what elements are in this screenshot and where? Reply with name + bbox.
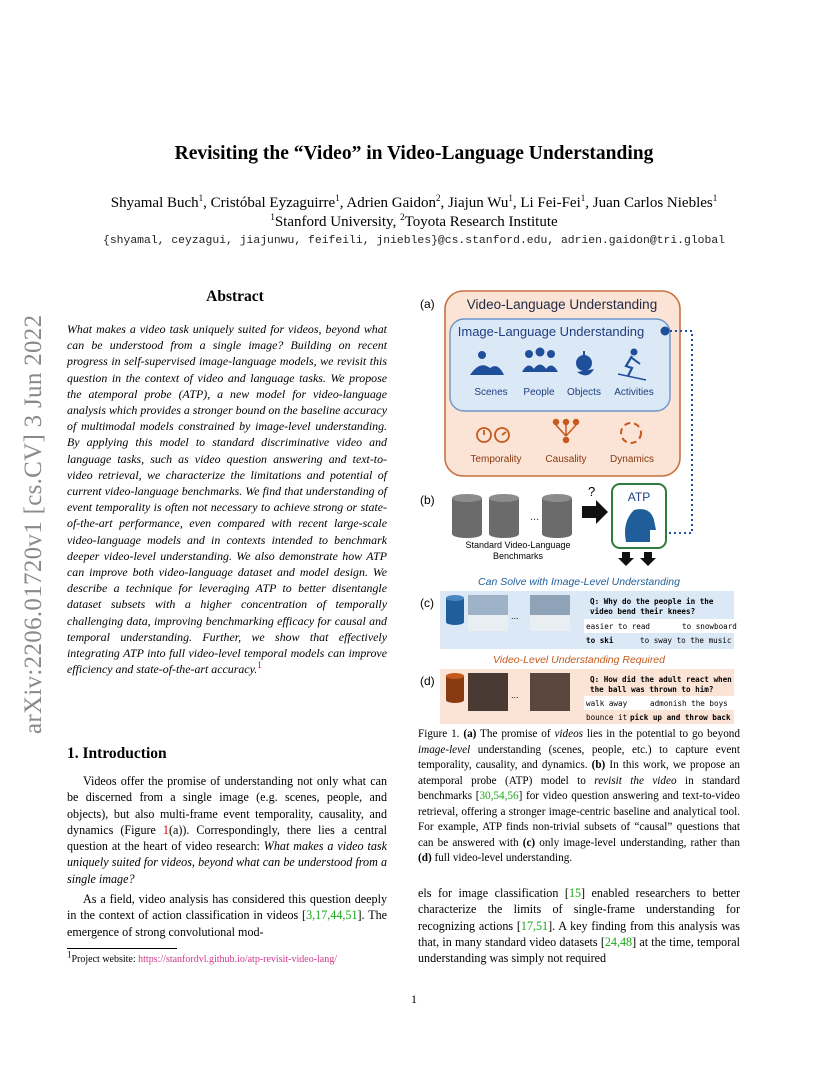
page-number: 1 (411, 992, 417, 1006)
caption-emph: revisit the video (594, 774, 677, 787)
scenes-label: Scenes (474, 387, 508, 398)
video-frame (530, 673, 570, 711)
image-cylinder (446, 595, 464, 625)
intro-text-run: ]. The emergence of strong convolutional mod- (67, 908, 387, 939)
figure-ref-link[interactable]: 1 (162, 822, 169, 837)
citation-link[interactable]: 3,17,44,51 (306, 908, 358, 923)
affiliation-mark: 1 (712, 193, 718, 203)
question-d-line2: the ball was thrown to him? (590, 685, 714, 694)
intro-text (67, 773, 387, 944)
panel-label-c: (c) (420, 596, 434, 610)
panel-label-d: (d) (420, 674, 435, 688)
benchmarks-label-line2: Benchmarks (492, 551, 544, 561)
answer-correct: to ski (586, 636, 614, 645)
affiliation: Stanford University, (274, 214, 401, 230)
arrow-down-icon (618, 552, 634, 566)
intro-text-run: Videos offer the promise of understanding not only what can be discerned from a single image (e.g. scenes, people, and objects), but also multi-frame event temporality, causality, and dynamics (Figure (67, 774, 387, 837)
question-d-line1: Q: How did the adult react when (590, 675, 732, 684)
author-name: Cristóbal Eyzaguirre (210, 195, 336, 211)
question-c-line2: video bend their knees? (590, 607, 696, 616)
ellipsis: ... (530, 511, 540, 523)
video-frame-snow (468, 615, 508, 631)
affiliation-mark: 1 (270, 212, 275, 222)
affiliation-mark: 1 (335, 193, 340, 203)
video-frame-snow (530, 615, 570, 631)
intro-paragraph (67, 773, 387, 887)
caption-run: The promise of (476, 728, 555, 740)
intro-heading: 1. Introduction (67, 745, 167, 762)
citation-link[interactable]: 24,48 (604, 934, 633, 949)
solve-image-heading: Can Solve with Image-Level Understanding (478, 576, 680, 588)
caption-emph: image-level (418, 743, 471, 756)
temporality-label: Temporality (470, 454, 522, 465)
citation-link[interactable]: 17,51 (520, 918, 549, 933)
affiliation: Toyota Research Institute (404, 214, 558, 230)
answer-option: to sway to the music (640, 636, 732, 645)
question-c-line1: Q: Why do the people in the (590, 597, 714, 606)
answer-option: to snowboard (682, 622, 737, 631)
footnote-divider (67, 948, 177, 949)
abstract-text (67, 321, 387, 677)
ellipsis: ... (511, 611, 519, 621)
ilu-title: Image-Language Understanding (457, 324, 645, 339)
affiliation-mark: 1 (508, 193, 513, 203)
citation-link[interactable]: 30,54,56 (479, 790, 519, 802)
figure-1 (418, 284, 740, 724)
footnote-mark: 1 (67, 949, 72, 960)
caption-run: understanding (scenes, people, etc.) to capture event temporality, causality, and dynamics. (418, 743, 740, 771)
answer-option: walk away (586, 699, 628, 708)
activities-label: Activities (614, 387, 654, 398)
caption-mark: (a) (463, 728, 477, 740)
affiliation-mark: 2 (400, 212, 405, 222)
caption-run: In this work, we propose an atemporal probe (ATP) model to (418, 759, 740, 787)
answer-option: admonish the boys (650, 699, 728, 708)
causality-label: Causality (545, 454, 587, 465)
people-label: People (523, 387, 555, 398)
paper-title: Revisiting the “Video” in Video-Language Understanding (174, 143, 654, 164)
video-frame (468, 673, 508, 711)
panel-label-a: (a) (420, 297, 435, 311)
caption-emph: videos (554, 728, 584, 740)
arxiv-identifier: arXiv:2206.01720v1 [cs.CV] 3 Jun 2022 (20, 314, 47, 734)
affiliation-mark: 2 (435, 193, 441, 203)
body-run: els for image classification [ (418, 886, 569, 900)
caption-run: ] for video question answering and text-to-video retrieval, offering a stronger image-centric baseline and analytical tool. For example, ATP finds non-trivial subsets of “causal” questions that can be answered with (418, 790, 740, 849)
caption-run: Figure 1. (418, 728, 464, 740)
objects-label: Objects (567, 387, 601, 398)
figure-caption (418, 727, 740, 867)
benchmarks-label-line1: Standard Video-Language (465, 540, 571, 550)
video-required-heading: Video-Level Understanding Required (492, 654, 666, 666)
answer-option: bounce it (586, 713, 628, 722)
atp-label: ATP (627, 490, 651, 504)
video-cylinder (446, 673, 464, 703)
caption-mark: (d) (418, 852, 432, 864)
author-name: Li Fei-Fei (520, 195, 581, 211)
intro-text-run: As a field, video analysis has considered this question deeply in the context of action classification in videos [ (67, 892, 387, 923)
benchmark-cylinder (542, 494, 572, 538)
ellipsis: ... (511, 690, 519, 700)
caption-run: full video-level understanding. (431, 852, 573, 864)
caption-run: lies in the potential to go beyond (583, 728, 740, 740)
author-name: Adrien Gaidon (346, 195, 436, 211)
answer-option: easier to read (586, 622, 651, 631)
caption-mark: (b) (591, 759, 606, 771)
body-run: ] at the time, temporal understanding was simply not required (418, 934, 740, 966)
project-website-link[interactable]: https://stanfordvl.github.io/atp-revisit-video-lang/ (138, 954, 338, 965)
question-mark: ? (588, 484, 596, 499)
citation-link[interactable]: 15 (568, 886, 582, 900)
author-name: Jiajun Wu (447, 195, 509, 211)
affiliation-mark: 1 (198, 193, 204, 203)
caption-mark: (c) (522, 836, 536, 849)
caption-run: in standard benchmarks [ (418, 774, 740, 802)
author-emails: {shyamal, ceyzagui, jiajunwu, feifeili, jniebles}@cs.stanford.edu, adrien.gaidon@tri.global (102, 235, 726, 247)
answer-correct: pick up and throw back (630, 713, 731, 722)
affiliation-mark: 1 (580, 193, 586, 203)
panel-label-b: (b) (420, 493, 435, 507)
footnote-text: Project website: (71, 954, 139, 965)
abstract-body: What makes a video task uniquely suited for videos, beyond what can be understood from a single image? Building on recent progress in self-supervised image-language models, we revisit this question in the context of video and language tasks. We propose the atemporal probe (ATP), a new model for video-language analysis which provides a stronger bound on the baseline accuracy of multimodal models constrained by image-level understanding. By applying this model to standard discriminative video and language tasks, such as video question answering and text-to-video retrieval, we characterize the limitations and potential of current video-language benchmarks. We find that understanding of event temporality is often not necessary to achieve strong or state-of-the-art performance, even compared with recent large-scale video-language models and in contexts intended to benchmark deeper video-level understanding. We also demonstrate how ATP can improve both video-language dataset and model design. We describe a technique for leveraging ATP to better disentangle dataset subsets with a higher concentration of temporally challenging data, improving benchmarking efficacy for causal and temporal understanding. Further, we show that effectively integrating ATP into full video-level temporal models can improve efficiency and state-of-the-art accuracy. (67, 322, 387, 677)
footnote (67, 949, 338, 965)
intro-question: What makes a video task uniquely suited for videos, beyond what can be understood from a single image? (67, 839, 388, 886)
intro-text-run: (a)). Correspondingly, there lies a central question at the heart of video research: (67, 822, 387, 854)
vlu-title: Video-Language Understanding (466, 297, 658, 312)
benchmark-cylinder (452, 494, 482, 538)
dynamics-label: Dynamics (610, 454, 654, 465)
footnote-mark[interactable]: 1 (257, 660, 262, 671)
benchmark-cylinder (489, 494, 519, 538)
author-name: Juan Carlos Niebles (592, 195, 713, 211)
author-name: Shyamal Buch (110, 195, 199, 211)
arrow-right-icon (582, 500, 608, 524)
caption-run: only image-level understanding, rather than (535, 836, 741, 849)
connector-dot (661, 327, 670, 336)
column2-text (418, 885, 740, 966)
author-list: Shyamal Buch$^1$, Cristóbal Eyzaguirre$^1$, Adrien Gaidon$^2$, Jiajun Wu$^1$, Li Fei-Fei$^1$, Juan Carlos Niebles$^1$ $^1$Stanford University, $^2$Toyota Research Institute (110, 193, 718, 230)
body-run: ] enabled researchers to better characterize the limits of single-frame understanding for recognizing actions [ (418, 886, 740, 933)
body-run: ]. A key finding from this analysis was that, in many standard video datasets [ (418, 918, 740, 949)
arrow-down-icon (640, 552, 656, 566)
abstract-heading: Abstract (206, 288, 264, 305)
intro-paragraph (67, 891, 387, 940)
